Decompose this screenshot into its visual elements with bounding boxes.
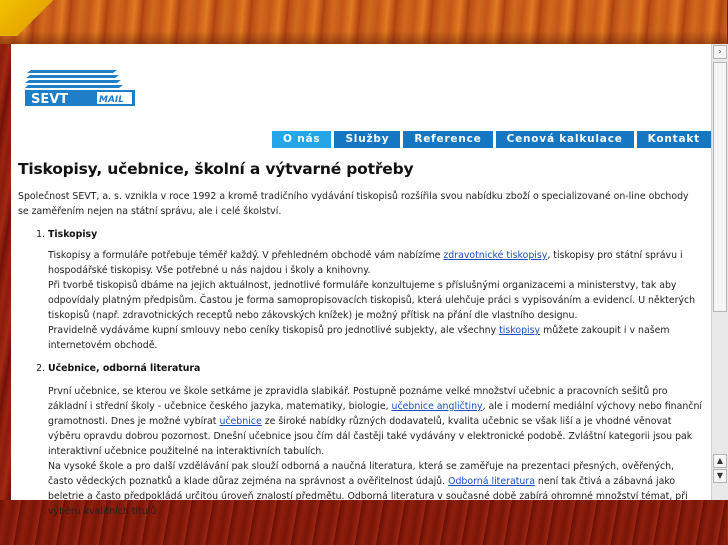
text-segment: , ale i moderní mediální výchovy nebo finanční gramotnosti. Dnes je možné vybírat bbox=[48, 401, 702, 427]
chevron-right-icon[interactable]: › bbox=[713, 45, 727, 59]
page-title: Tiskopisy, učebnice, školní a výtvarné potřeby bbox=[18, 160, 414, 178]
list-item-title: 2. Učebnice, odborná literatura bbox=[48, 363, 201, 374]
list-item-paragraph bbox=[48, 248, 702, 278]
link-odborna-literatura[interactable]: Odborná literatura bbox=[448, 476, 535, 487]
page-content-area bbox=[11, 44, 711, 517]
intro-paragraph: Společnost SEVT, a. s. vznikla v roce 1992 a kromě tradičního vydávání tiskopisů rozšířila svou nabídku zboží o specializované on-line obchody se zaměřením nejen na státní správu, ale i celé školství. bbox=[18, 191, 689, 217]
list-item-paragraph bbox=[48, 459, 702, 519]
logo-badge-text: MAIL bbox=[99, 95, 125, 105]
text-segment: ze široké nabídky různých dodavatelů, kvalita učebnic se však liší a je vhodné věnovat výběru opravdu dobrou pozornost. Dnešní učebnice jsou čím dál častěji také vydávány v elektronické podobě. Zvláštní kategorii jsou pak interaktivní učebnice použitelné na interaktivních tabulích. bbox=[48, 416, 693, 457]
list-item-paragraph: Při tvorbě tiskopisů dbáme na jejich aktuálnost, jednotlivé formuláře konzultujeme s příslušnými organizacemi a ministerstvy, tak aby odpovídaly platným předpisům. Častou je forma samopropisovacích tiskopisů, která ulehčuje práci s vypisováním a evidencí. U některých tiskopisů (např. zdravotnických receptů nebo zákovských knížek) je možný přítisk na přání dle vlastního designu. bbox=[48, 280, 696, 321]
nav-item-cenova-kalkulace[interactable]: Cenová kalkulace bbox=[496, 131, 634, 148]
article bbox=[18, 162, 702, 527]
nav-item-sluzby[interactable]: Služby bbox=[334, 131, 400, 148]
text-segment: můžete zakoupit i v našem internetovém obchodě. bbox=[48, 325, 670, 351]
text-segment: není tak čtivá a zábavná jako beletrie a často předpokládá určitou úroveň znalostí předmětu. Odborná literatura v současné době zabírá ohromné množství témat, při výběru kvalitních titulů bbox=[48, 476, 688, 517]
link-zdravotnicke-tiskopisy[interactable]: zdravotnické tiskopisy bbox=[443, 250, 548, 261]
text-segment: , tiskopisy pro státní správu i hospodářské tiskopisy. Vše potřebné u nás najdou i školy a knihovny. bbox=[48, 250, 683, 276]
nav-item-reference[interactable]: Reference bbox=[403, 131, 492, 148]
list-item-title: 1. Tiskopisy bbox=[48, 229, 98, 240]
triangle-down-icon[interactable]: ▼ bbox=[713, 469, 727, 483]
triangle-up-icon[interactable]: ▲ bbox=[713, 454, 727, 468]
nav-item-kontakt[interactable]: Kontakt bbox=[637, 131, 711, 148]
list-item-tiskopisy bbox=[48, 227, 702, 353]
background-top-wood bbox=[0, 0, 727, 44]
link-ucebnice[interactable]: učebnice bbox=[219, 416, 262, 427]
list-item-paragraph bbox=[48, 384, 702, 459]
vertical-scrollbar[interactable] bbox=[711, 44, 728, 500]
link-tiskopisy[interactable]: tiskopisy bbox=[499, 325, 541, 336]
services-list bbox=[18, 227, 702, 519]
sevt-mail-logo[interactable] bbox=[25, 68, 135, 108]
scrollbar-thumb[interactable] bbox=[713, 62, 727, 312]
text-segment: První učebnice, se kterou ve škole setkáme je zpravidla slabikář. Postupně poznáme velké množství učebnic a pracovních sešitů pro základní i střední školy - učebnice českého jazyka, matematiky, biologie, bbox=[48, 386, 668, 412]
list-item-ucebnice bbox=[48, 361, 702, 519]
main-navigation bbox=[272, 131, 711, 148]
text-segment: Na vysoké škole a pro další vzdělávání pak slouží odborná a naučná literatura, která se zaměřuje na prezentaci přesných, ověřených, často vědeckých poznatků a klade důraz zejména na správnost a ověřitelnost údajů. bbox=[48, 461, 675, 487]
nav-item-o-nas[interactable]: O nás bbox=[272, 131, 331, 148]
link-ucebnice-anglictiny[interactable]: učebnice angličtiny bbox=[391, 401, 483, 412]
text-segment: Tiskopisy a formuláře potřebuje téměř každý. V přehledném obchodě vám nabízíme bbox=[48, 250, 444, 261]
logo-text: SEVT bbox=[31, 92, 69, 107]
text-segment: Pravidelně vydáváme kupní smlouvy nebo ceníky tiskopisů pro jednotlivé subjekty, ale všechny bbox=[48, 325, 500, 336]
list-item-paragraph bbox=[48, 323, 702, 353]
